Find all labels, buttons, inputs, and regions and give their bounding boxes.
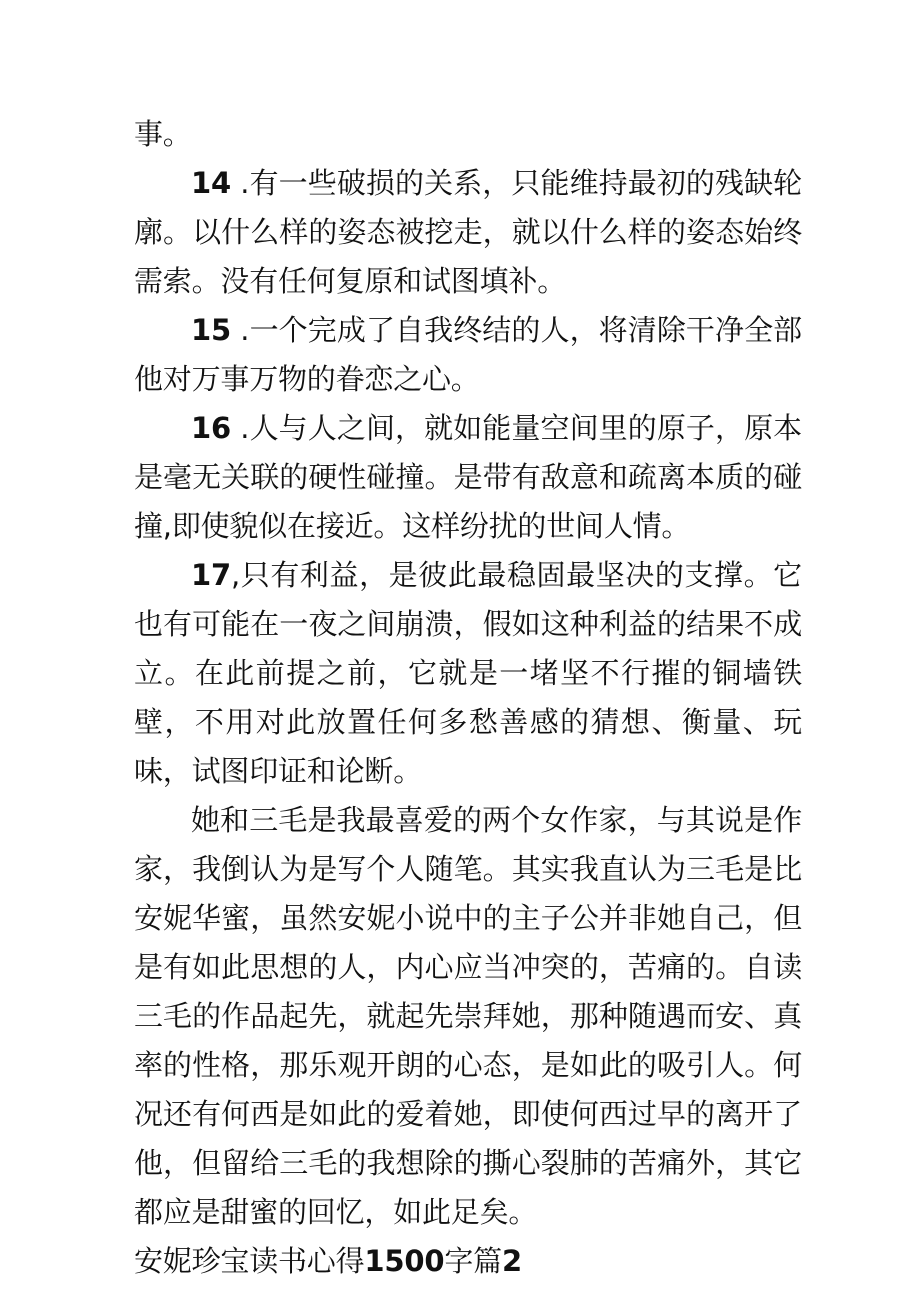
heading-word-count: 1500 [364,1244,445,1278]
item-number: 17 [191,558,231,592]
paragraph-text: .一个完成了自我终结的人，将清除干净全部他对万事万物的眷恋之心。 [134,313,802,396]
heading-prefix: 安妮珍宝读书心得 [134,1244,365,1278]
paragraph-item-14 [134,159,802,306]
heading-middle: 字篇 [444,1244,502,1278]
item-number: 15 [191,313,231,347]
paragraph-text: ,只有利益，是彼此最稳固最坚决的支撑。它也有可能在一夜之间崩溃，假如这种利益的结果不成立。在此前提之前，它就是一堵坚不行摧的铜墙铁壁，不用对此放置任何多愁善感的猜想、衡量、玩味，试图印证和论断。 [134,558,802,788]
paragraph-text: 她和三毛是我最喜爱的两个女作家，与其说是作家，我倒认为是写个人随笔。其实我直认为三毛是比安妮华蜜，虽然安妮小说中的主子公并非她自己，但是有如此思想的人，内心应当冲突的，苦痛的。自读三毛的作品起先，就起先崇拜她，那种随遇而安、真率的性格，那乐观开朗的心态，是如此的吸引人。何况还有何西是如此的爱着她，即使何西过早的离开了他，但留给三毛的我想除的撕心裂肺的苦痛外，其它都应是甜蜜的回忆，如此足矣。 [134,803,802,1229]
paragraph-text: .人与人之间，就如能量空间里的原子，原本是毫无关联的硬性碰撞。是带有敌意和疏离本质的碰撞,即使貌似在接近。这样纷扰的世间人情。 [134,411,802,543]
paragraph-text: .有一些破损的关系，只能维持最初的残缺轮廓。以什么样的姿态被挖走，就以什么样的姿态始终需索。没有任何复原和试图填补。 [134,166,802,298]
paragraph-item-17 [134,551,802,796]
heading-number: 2 [501,1244,522,1278]
item-number: 16 [191,411,231,445]
paragraph-item-16 [134,404,802,551]
section-heading [134,1237,802,1286]
item-number: 14 [191,166,231,200]
paragraph-item-15 [134,306,802,404]
paragraph-essay [134,796,802,1237]
paragraph-continuation [134,110,802,159]
paragraph-text: 事。 [134,117,192,151]
document-body [134,110,802,1286]
